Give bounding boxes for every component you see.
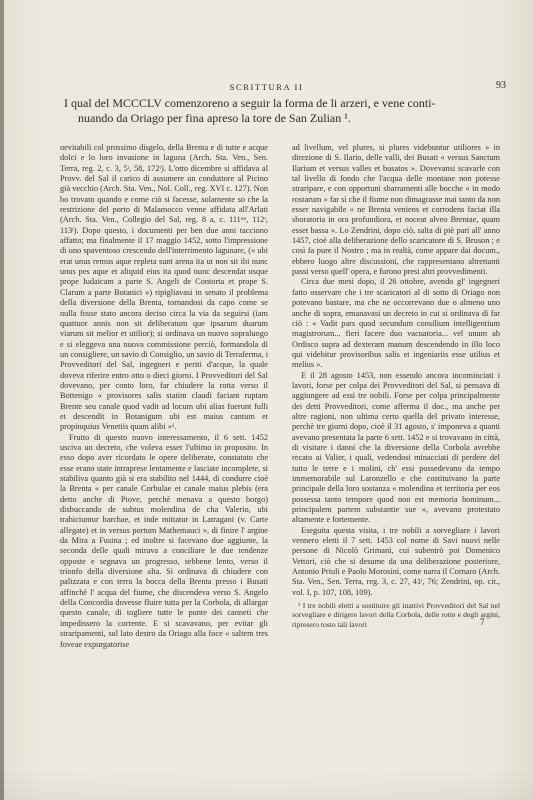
right-column: [292, 143, 500, 629]
paragraph: Frutto di questo nuovo interessamento, il 6 sett. 1452 usciva un decreto, che voleva esser l'ultimo in proposito. In esso dopo aver ricordato le opere deliberate, constatato che esse erano state intraprese lentamente e lasciate incomplete, si stabiliva quanto già si era stabilito nel 1444, di condurre cioè la Brenta « per canale Corbulae et canale maius plebis (era detto anche di Piove, perchè menava a questo borgo) disbuccando de subtus molendina de cha Valerio, ubi trahiciuntur barchae, et inde mittatur in Latragani (v. Carte allegate) et in versus portum Mathemauci », di finire l' argine da Mira a Fusina ; ed inoltre si facevano due aggiunte, la seconda delle quali mirava a conciliare le due tendenze opposte e segnava un progresso, sebbene lento, verso il trionfo della diversione alta. Si ordinava di chiudere con palizzata e con terra la bocca della Brenta presso i Busati affinchè l' acqua del fiume, che discendeva verso S. Angelo della Concordia dovesse fluire tutta per la Corbola, di allargar questo canale, di togliere tutte le punte dei canneti che impedissero la corrente. E si scavavano, per evitar gli straripamenti, sul lato destro da Oriago alla foce « saltem tres foveae expurgatorise: [60, 432, 268, 649]
paragraph: nevitabili col prossimo disgelo, della Brenta e di tutte e acque dolci e lo loro invasione in laguna (Arch. Sta. Ven., Sen. Terra, reg. 2, c. 3, 5ᵗ, 58, 172ᵗ). L'otto dicembre si affidava al Provv. del Sal il carico di assumere un conduttore al Picino già vecchio (Arch. Sta. Ven., Nol. Coll., reg. XVI c. 127). Non bo trovato quando e come ciò si facesse, solamente so che la restrizione del porto di Malamocco venne affidata all'Arlati (Arch. Sta. Ven., Collegio del Sal, reg. 8 a, c. 111ᵗᵉˢ, 112ᵗ, 113ᵗ). Dopo questo, i documenti per ben due anni tacciono affatto; ma finalmente il 17 maggio 1452, sotto l'impressione di uno spaventoso crescendo dell'interrimento lagunare, (« ubi erat unus remus aque repleta sunt arena ita ut non sit ibi nunc unus pes aque et aliquid eius ita quod nunc descendat usque prope Iudaicam a parte S. Angeli de Contorta et prope S. Clarum a parte Botanici ») ripigliavasi in senato il problema della diversione della Brenta, tornandosi da capo come se nulla fosse stato ancora deciso circa la via da seguirsi (iam quattuor annis non sit deliberatum que ipsarum duarum viarum sit melior et utilior); si ordinava un nuovo sopraluogo e si eleggeva una nuova commissione perciò, formandola di un consigliere, un savio di Consiglio, un savio di Terraferma, i Provveditori del Sal, ingegneri e periti d'acque, la quale doveva riferire entro otto o dieci giorni. I Provveditori del Sal dovevano, per conto loro, far chiudere la rotta verso il Bottenigo « provisores salis statim claudi faciant ruptam Brente seu canale quod vadit ad locum ubi alias fuerunt fulli et descendit in Botanigum ubi est maius cantum et propinquius Venetiis quam alibi »¹.: [60, 143, 268, 432]
page-number: 93: [496, 80, 506, 91]
paragraph: ad livellum, vel plures, si plures videbuntur utiliores » in direzione di S. Ilario, delle valli, dei Busati « versus Sanctum Ilarium et versus valles et busatos ». Dovevansi scavarle con tal livello di fondo che l'acqua delle montane non potesse straripare, e con opportuni sbarramenti alle bocche « in modo rostarum » far sì che il fiume non dimagrasse mai tanto da non esser navigabile « ne Brenta veniens et corrodens faciat illa sboratoria in ora profundiora, et noceat alveo Brentae, quam esset bassa ». Lo Zendrini, dopo ciò, salta di piè pari all' anno 1457, cioè alla deliberazione dello scaricatore di S. Bruson ; e così fa pure il Nostro ; ma in realtà, come appare dai docum., ebbero luogo altre discussioni, che rappresentano altrettanti passi verso quell' opera, e furono presi altri provvedimenti.: [292, 143, 500, 277]
footnote: ¹ I tre nobili eletti a sostituire gli inattivi Provveditori del Sal nel sorvegliare e dirigere lavori della Corbola, delle rotte e degli argini, ripresero tosto tali lavori: [292, 601, 500, 629]
signature-mark: 7: [480, 617, 485, 627]
verse-quotation: [64, 96, 514, 126]
running-head: SCRITTURA II: [229, 82, 304, 92]
paragraph: E il 28 agosto 1453, non essendo ancora incominciati i lavori, forse per colpa dei Provveditori del Sal, si pensava di aggiungere ad essi tre nobili. Forse per colpa principalmente dei detti Provveditori, come afferma il doc., ma anche per altre ragioni, non ultima certo quella del privato interesse, perchè tre giorni dopo, cioè il 31 agosto, s' imponeva a quanti avevano presentata la parte 6 sett. 1452 e si trovavano in città, di visitare i danni che la diversione della Corbola avrebbe recato ai Valier, i quali, vedendosi minacciati di perdere del tutto le terre e i molini, ch' essi possedevano da tempo immemorabile sul Laronzello e che costituivano la parte principale della loro sostanza « molendina et territoria per eos possessa tanto tempore quod non est memoria hominum... principalem partem substantie sue », avevano protestato altamente e fortemente.: [292, 370, 500, 525]
paragraph: Circa due mesi dopo, il 26 ottobre, avendo gl' ingegneri fatto osservare che i tre scaricatori al di sotto di Oriago non potevano bastare, ma che ne occorrevano due o almeno uno anche di sopra, emanavasi un decreto in cui si ordinava di far ciò : « Vadit pars quod secundum consilium intelligentium magistrorum... fieri facere duo vacuatoria... vel unum ab Ordisco supra ad dexteram manum descendendo in illo loco qui videbitur provisoribus salis et ingeniariis esse utilius et melius ».: [292, 277, 500, 370]
verse-line-2: nuando da Oriago per fina apreso la tore de San Zulian ¹.: [78, 111, 351, 125]
paragraph: Eseguita questa visita, i tre nobili a sorvegliare i lavori vennero eletti il 7 sett. 1453 col nome di Savi nuovi nelle persone di Nicolò Grimani, cui subentrò poi Domenico Vettori, ciò che si desume da una deliberazione posteriore, Antonio Priuli e Paolo Morosini, come narra il Cornaro (Arch. Sta. Ven., Sen. Terra, reg. 3, c. 27, 41ᵗ, 76; Zendrini, op. cit., vol. I, p. 107, 108, 109).: [292, 525, 500, 597]
page-binding-edge: [0, 0, 4, 800]
verse-line-1: I qual del MCCCLV comenzoreno a seguir la forma de li arzeri, e vene conti-: [64, 96, 436, 110]
page-shadow: [0, 770, 533, 800]
left-column: [60, 143, 268, 650]
